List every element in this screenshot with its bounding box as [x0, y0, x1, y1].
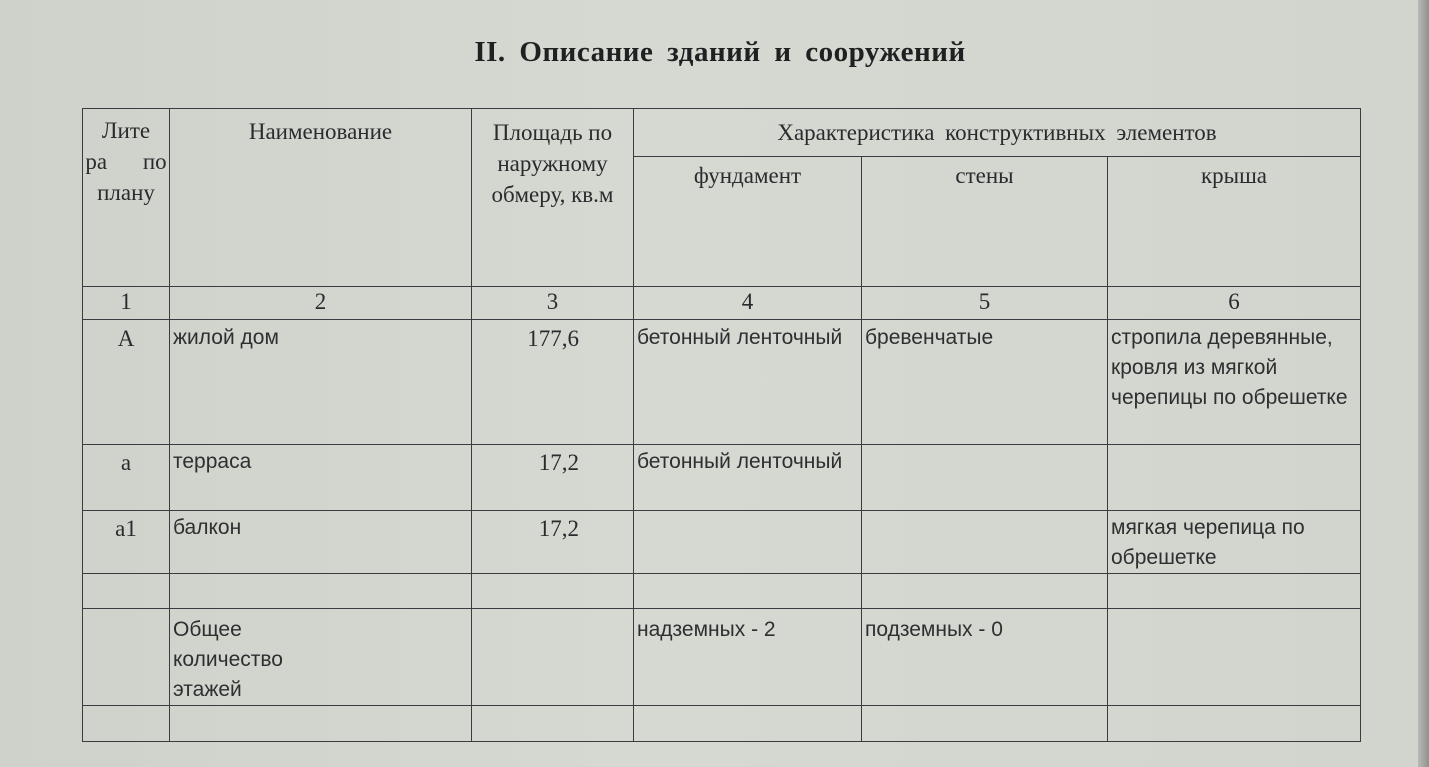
column-number: 2 — [170, 287, 472, 320]
header-litera: Лите ра по плану — [83, 109, 170, 287]
empty-cell — [83, 706, 170, 742]
header-foundation: фундамент — [634, 157, 862, 287]
row-roof: мягкая черепица по обрешетке — [1108, 511, 1361, 574]
row-roof — [1108, 445, 1361, 511]
empty-cell — [1108, 574, 1361, 609]
row-walls — [862, 511, 1108, 574]
header-name: Наименование — [170, 109, 472, 287]
row-area: 17,2 — [472, 445, 634, 511]
floors-row — [83, 609, 1361, 706]
row-area: 177,6 — [472, 320, 634, 445]
row-roof: стропила деревянные, кровля из мягкой черепицы по обрешетке — [1108, 320, 1361, 445]
header-characteristics: Характеристика конструктивных элементов — [634, 109, 1361, 157]
column-number: 1 — [83, 287, 170, 320]
table-row — [83, 445, 1361, 511]
empty-row — [83, 574, 1361, 609]
floors-label: Общее количество этажей — [170, 609, 472, 706]
floors-above-ground: надземных - 2 — [634, 609, 862, 706]
row-name: балкон — [170, 511, 472, 574]
empty-cell — [472, 706, 634, 742]
empty-cell — [1108, 609, 1361, 706]
column-number: 5 — [862, 287, 1108, 320]
empty-row — [83, 706, 1361, 742]
row-area: 17,2 — [472, 511, 634, 574]
empty-cell — [472, 609, 634, 706]
column-number-row — [83, 287, 1361, 320]
row-litera: а — [83, 445, 170, 511]
row-walls — [862, 445, 1108, 511]
empty-cell — [83, 574, 170, 609]
empty-cell — [472, 574, 634, 609]
row-foundation — [634, 511, 862, 574]
empty-cell — [862, 706, 1108, 742]
column-number: 3 — [472, 287, 634, 320]
column-number: 4 — [634, 287, 862, 320]
floors-underground: подземных - 0 — [862, 609, 1108, 706]
table-row — [83, 320, 1361, 445]
header-roof: крыша — [1108, 157, 1361, 287]
row-walls: бревенчатые — [862, 320, 1108, 445]
row-foundation: бетонный ленточный — [634, 320, 862, 445]
row-name: терраса — [170, 445, 472, 511]
empty-cell — [634, 706, 862, 742]
empty-cell — [170, 706, 472, 742]
empty-cell — [1108, 706, 1361, 742]
column-number: 6 — [1108, 287, 1361, 320]
row-name: жилой дом — [170, 320, 472, 445]
row-foundation: бетонный ленточный — [634, 445, 862, 511]
table-row — [83, 511, 1361, 574]
page-edge — [1418, 0, 1429, 767]
page-title: II. Описание зданий и сооружений — [474, 36, 966, 68]
header-walls: стены — [862, 157, 1108, 287]
empty-cell — [83, 609, 170, 706]
empty-cell — [634, 574, 862, 609]
row-litera: а1 — [83, 511, 170, 574]
header-area: Площадь по наружному обмеру, кв.м — [472, 109, 634, 287]
empty-cell — [170, 574, 472, 609]
row-litera: А — [83, 320, 170, 445]
empty-cell — [862, 574, 1108, 609]
header-row-top — [83, 109, 1361, 157]
buildings-table — [82, 108, 1361, 742]
